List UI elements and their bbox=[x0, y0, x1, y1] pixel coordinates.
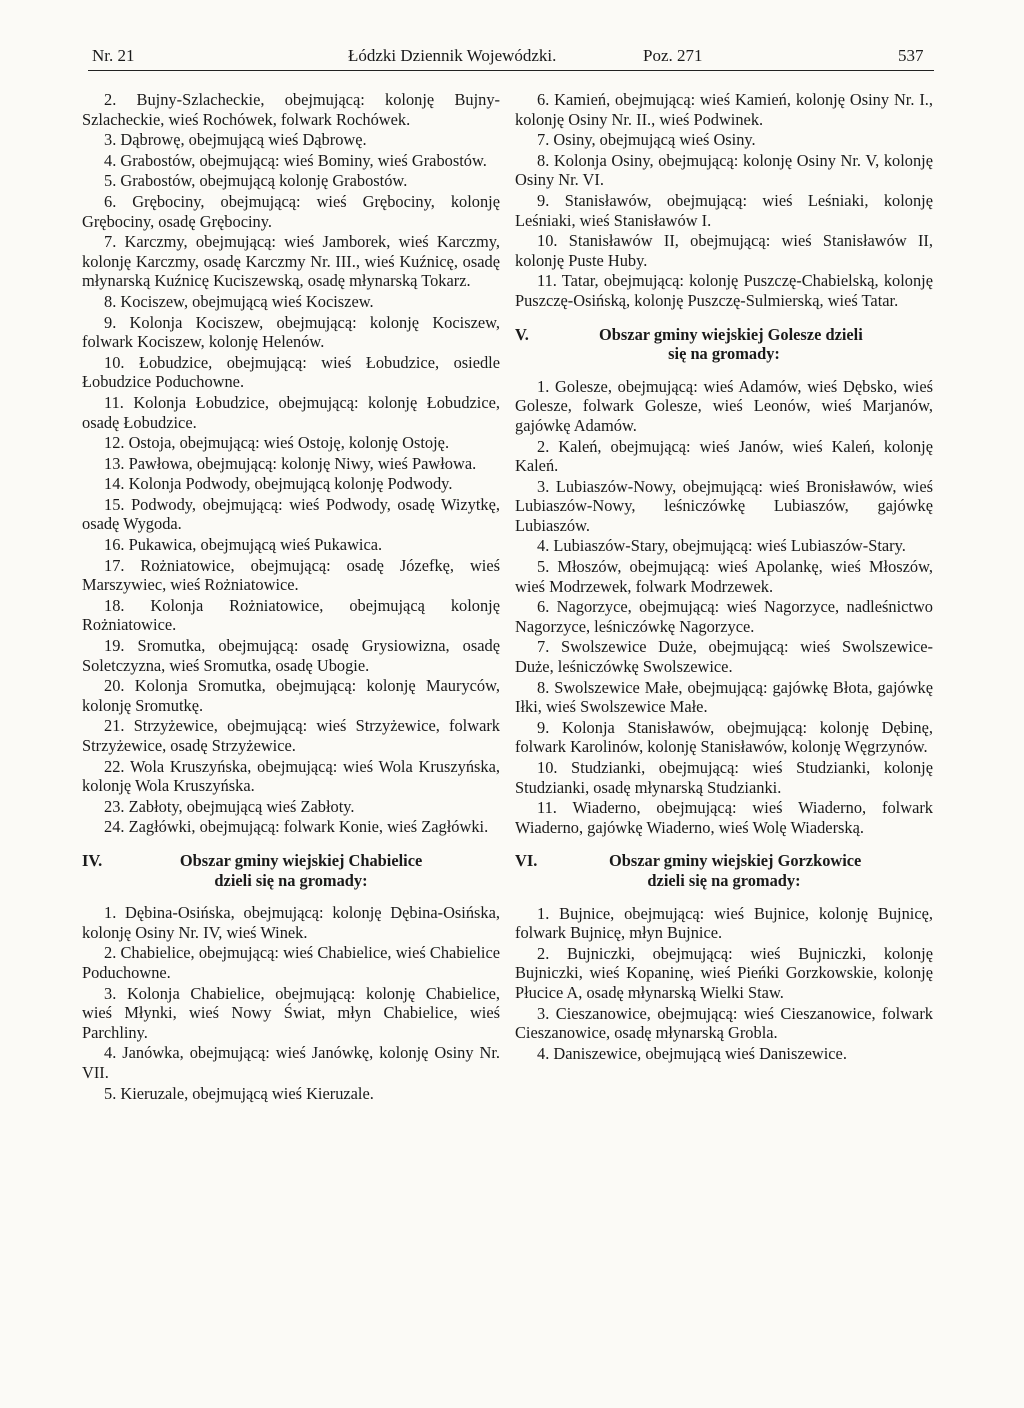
gromada-entry: 24. Zagłówki, obejmującą: folwark Konie, wieś Zagłówki. bbox=[104, 817, 489, 837]
gromada-entry: 4. Grabostów, obejmującą: wieś Bominy, wieś Grabostów. bbox=[104, 150, 487, 170]
gromada-entry: 8. Kociszew, obejmującą wieś Kociszew. bbox=[104, 291, 374, 311]
gromada-entry: 4. Janówka, obejmującą: wieś Janówkę, kolonję Osiny Nr. VII. bbox=[82, 1043, 500, 1082]
gromada-entry: 7. Osiny, obejmującą wieś Osiny. bbox=[537, 130, 756, 150]
issue-number: Nr. 21 bbox=[92, 46, 135, 65]
gromada-entry: 20. Kolonja Sromutka, obejmującą: kolonję Mauryców, kolonję Sromutkę. bbox=[82, 676, 500, 715]
gromada-entry: 7. Karczmy, obejmującą: wieś Jamborek, wieś Karczmy, kolonję Karczmy, osadę Karczmy Nr. III., wieś Kuźnicę, osadę młynarską Kuźnicę Kuciszewską, osadę młynarską Tokarz. bbox=[82, 232, 500, 291]
entry-list bbox=[82, 903, 500, 1103]
gromada-entry: 17. Rożniatowice, obejmującą: osadę Józefkę, wieś Marszywiec, wieś Rożniatowice. bbox=[82, 555, 500, 595]
gromada-entry: 1. Dębina-Osińska, obejmującą: kolonję Dębina-Osińska, kolonję Osiny Nr. IV, wieś Winek. bbox=[82, 903, 500, 942]
gromada-entry: 10. Łobudzice, obejmującą: wieś Łobudzice, osiedle Łobudzice Poduchowne. bbox=[82, 352, 500, 392]
section-title-line2: się na gromady: bbox=[668, 344, 780, 364]
gromada-entry: 8. Swolszewice Małe, obejmującą: gajówkę Błota, gajówkę Iłki, wieś Swolszewice Małe. bbox=[515, 677, 933, 717]
gromada-entry: 4. Daniszewice, obejmującą wieś Daniszewice. bbox=[537, 1043, 847, 1063]
gromada-entry: 18. Kolonja Rożniatowice, obejmującą kolonję Rożniatowice. bbox=[82, 595, 500, 635]
gromada-entry: 9. Kolonja Kociszew, obejmującą: kolonję Kociszew, folwark Kociszew, kolonję Helenów. bbox=[82, 312, 500, 352]
gromada-entry: 21. Strzyżewice, obejmującą: wieś Strzyżewice, folwark Strzyżewice, osadę Strzyżewice. bbox=[82, 716, 500, 755]
gromada-entry: 2. Bujny-Szlacheckie, obejmującą: kolonję Bujny-Szlacheckie, wieś Rochówek, folwark Rochówek. bbox=[82, 90, 500, 129]
gromada-entry: 11. Kolonja Łobudzice, obejmującą: kolonję Łobudzice, osadę Łobudzice. bbox=[82, 392, 500, 432]
gromada-entry: 9. Kolonja Stanisławów, obejmującą: kolonję Dębinę, folwark Karolinów, kolonję Stanisławów, kolonję Węgrzynów. bbox=[515, 717, 933, 757]
page-number: 537 bbox=[898, 46, 924, 65]
gromada-entry: 2. Bujniczki, obejmującą: wieś Bujniczki, kolonję Bujniczki, wieś Kopaninę, wieś Pieńki Gorzkowskie, kolonję Płucice A, osadę młynarską Wielki Staw. bbox=[515, 943, 933, 1002]
gromada-entry: 1. Bujnice, obejmującą: wieś Bujnice, kolonję Bujnicę, folwark Bujnicę, młyn Bujnice. bbox=[515, 903, 933, 943]
gromada-entry: 6. Nagorzyce, obejmującą: wieś Nagorzyce, nadleśnictwo Nagorzyce, leśniczówkę Nagorzyce. bbox=[515, 597, 933, 636]
gromada-entry: 10. Stanisławów II, obejmującą: wieś Stanisławów II, kolonję Puste Huby. bbox=[515, 231, 933, 270]
gromada-entry: 10. Studzianki, obejmującą: wieś Studzianki, kolonję Studzianki, osadę młynarską Studzianki. bbox=[515, 758, 933, 797]
gromada-entry: 12. Ostoja, obejmującą: wieś Ostoję, kolonję Ostoję. bbox=[104, 433, 450, 453]
gromada-entry: 3. Kolonja Chabielice, obejmującą: kolonję Chabielice, wieś Młynki, wieś Nowy Świat, młyn Chabielice, wieś Parchliny. bbox=[82, 983, 500, 1042]
entry-list bbox=[82, 90, 500, 837]
gromada-entry: 5. Młoszów, obejmującą: wieś Apolankę, wieś Młoszów, wieś Modrzewek, folwark Modrzewek. bbox=[515, 557, 933, 596]
gromada-entry: 11. Tatar, obejmującą: kolonję Puszczę-Chabielską, kolonję Puszczę-Osińską, kolonję Puszczę-Sulmierską, wieś Tatar. bbox=[515, 271, 933, 310]
gromada-entry: 7. Swolszewice Duże, obejmującą: wieś Swolszewice-Duże, leśniczówkę Swolszewice. bbox=[515, 637, 933, 677]
left-column bbox=[82, 90, 500, 1104]
gromada-entry: 5. Grabostów, obejmującą kolonję Grabostów. bbox=[104, 171, 408, 191]
gromada-entry: 11. Wiaderno, obejmującą: wieś Wiaderno, folwark Wiaderno, gajówkę Wiaderno, wieś Wolę Wiaderską. bbox=[515, 798, 933, 837]
gromada-entry: 8. Kolonja Osiny, obejmującą: kolonję Osiny Nr. V, kolonję Osiny Nr. VI. bbox=[515, 150, 933, 190]
right-column bbox=[515, 90, 933, 1064]
gromada-entry: 19. Sromutka, obejmującą: osadę Grysiowizna, osadę Soletczyzna, wieś Sromutka, osadę Ubogie. bbox=[82, 636, 500, 675]
position-ref: Poz. 271 bbox=[643, 46, 703, 65]
section-title-line1: Obszar gminy wiejskiej Golesze dzieli bbox=[599, 324, 863, 344]
gromada-entry: 23. Zabłoty, obejmującą wieś Zabłoty. bbox=[104, 796, 355, 816]
gromada-entry: 2. Chabielice, obejmującą: wieś Chabielice, wieś Chabielice Poduchowne. bbox=[82, 943, 500, 982]
journal-title: Łódzki Dziennik Wojewódzki. bbox=[348, 46, 557, 65]
gromada-entry: 14. Kolonja Podwody, obejmującą kolonję Podwody. bbox=[104, 474, 453, 494]
section-heading-v bbox=[515, 325, 933, 364]
gromada-entry: 9. Stanisławów, obejmującą: wieś Leśniaki, kolonję Leśniaki, wieś Stanisławów I. bbox=[515, 190, 933, 230]
section-heading-vi bbox=[515, 851, 933, 890]
page-header bbox=[88, 44, 934, 71]
section-number: V. bbox=[515, 324, 529, 344]
section-heading-iv bbox=[82, 851, 500, 890]
gromada-entry: 2. Kaleń, obejmującą: wieś Janów, wieś Kaleń, kolonję Kaleń. bbox=[515, 436, 933, 476]
section-title-line1: Obszar gminy wiejskiej Gorzkowice bbox=[608, 851, 862, 871]
entry-list bbox=[515, 377, 933, 838]
gromada-entry: 3. Dąbrowę, obejmującą wieś Dąbrowę. bbox=[104, 130, 367, 150]
gromada-entry: 16. Pukawica, obejmującą wieś Pukawica. bbox=[104, 535, 383, 555]
section-number: IV. bbox=[82, 850, 103, 870]
entry-list bbox=[515, 90, 933, 311]
section-title-line2: dzieli się na gromady: bbox=[214, 870, 368, 890]
gromada-entry: 5. Kieruzale, obejmującą wieś Kieruzale. bbox=[104, 1083, 374, 1103]
gromada-entry: 4. Lubiaszów-Stary, obejmującą: wieś Lubiaszów-Stary. bbox=[537, 536, 906, 556]
gromada-entry: 22. Wola Kruszyńska, obejmującą: wieś Wola Kruszyńska, kolonję Wola Kruszyńska. bbox=[82, 756, 500, 796]
entry-list bbox=[515, 904, 933, 1064]
section-title-line2: dzieli się na gromady: bbox=[647, 870, 801, 890]
gromada-entry: 15. Podwody, obejmującą: wieś Podwody, osadę Wizytkę, osadę Wygoda. bbox=[82, 494, 500, 534]
gromada-entry: 6. Grębociny, obejmującą: wieś Grębociny, kolonję Grębociny, osadę Grębociny. bbox=[82, 191, 500, 231]
gromada-entry: 13. Pawłowa, obejmującą: kolonję Niwy, wieś Pawłowa. bbox=[104, 453, 477, 473]
gromada-entry: 1. Golesze, obejmującą: wieś Adamów, wieś Dębsko, wieś Golesze, folwark Golesze, wieś Leonów, wieś Marjanów, gajówkę Adamów. bbox=[515, 376, 933, 435]
section-number: VI. bbox=[515, 851, 538, 871]
section-title-line1: Obszar gminy wiejskiej Chabielice bbox=[179, 850, 423, 870]
gromada-entry: 3. Lubiaszów-Nowy, obejmującą: wieś Bronisławów, wieś Lubiaszów-Nowy, leśniczówkę Lubiaszów, gajówkę Lubiaszów. bbox=[515, 476, 933, 535]
gromada-entry: 3. Cieszanowice, obejmującą: wieś Cieszanowice, folwark Cieszanowice, osadę młynarską Grobla. bbox=[515, 1003, 933, 1043]
gromada-entry: 6. Kamień, obejmującą: wieś Kamień, kolonję Osiny Nr. I., kolonję Osiny Nr. II., wieś Podwinek. bbox=[515, 90, 933, 129]
